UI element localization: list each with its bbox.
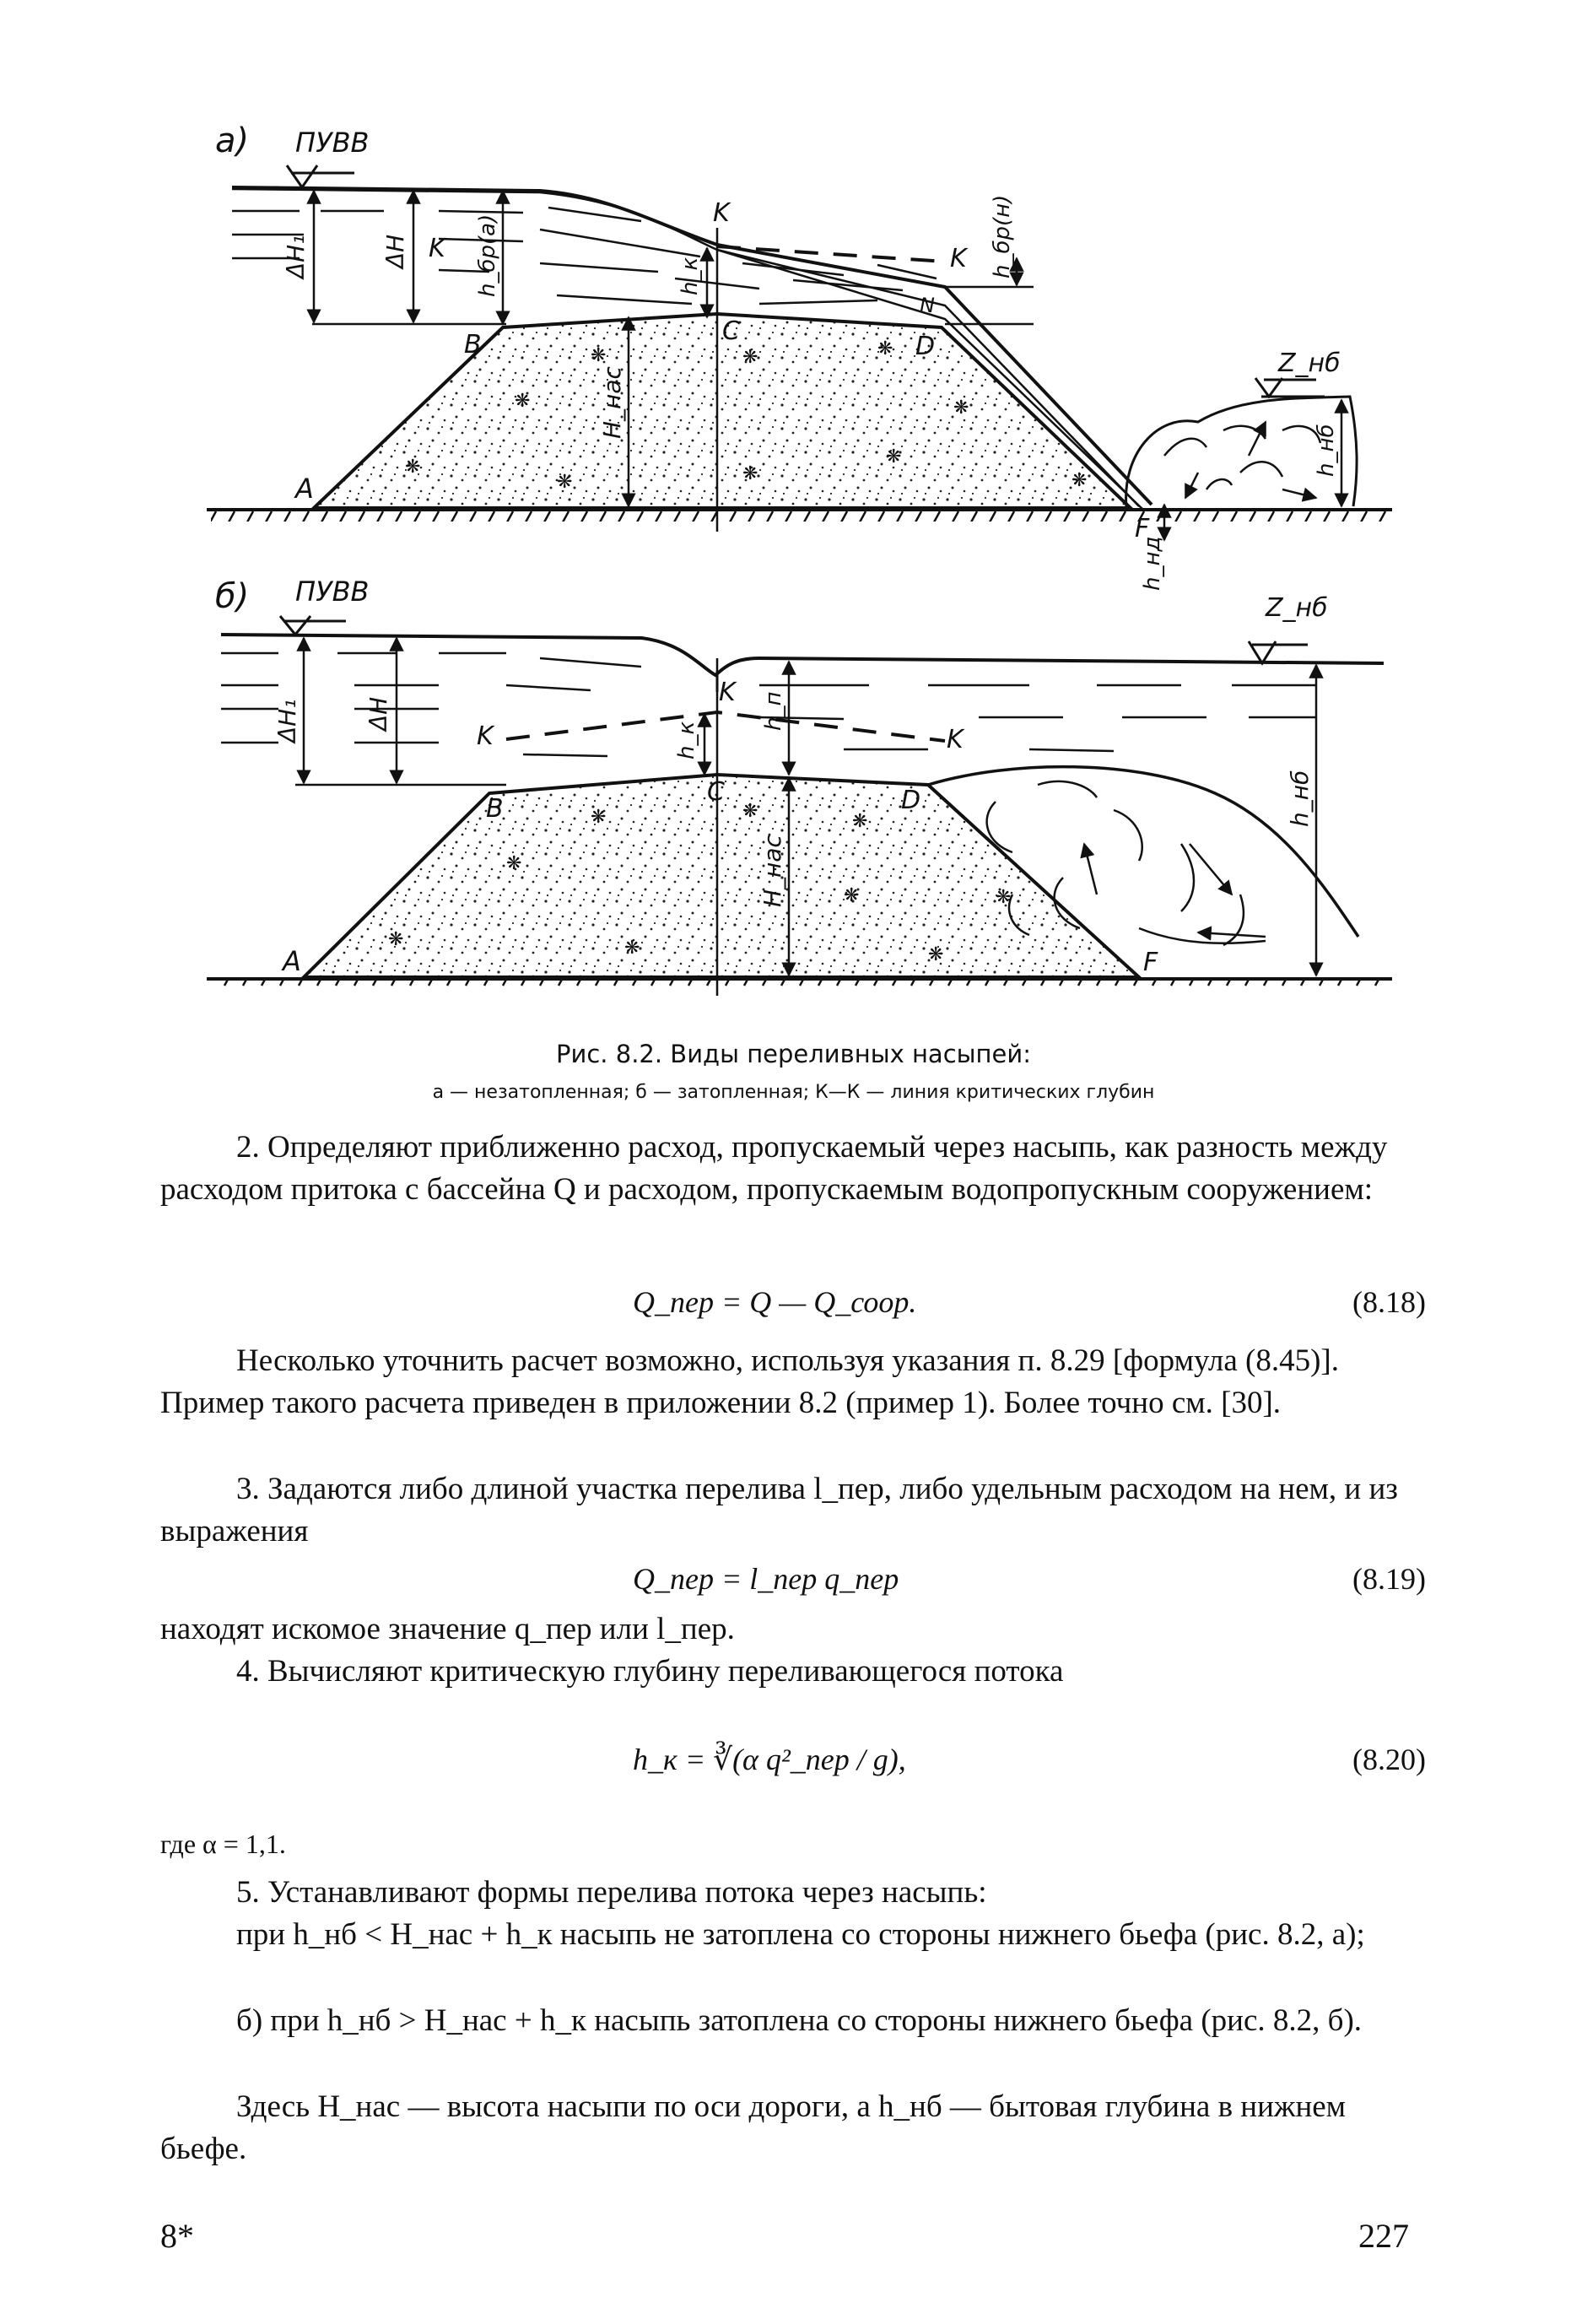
hnas-label-b: H_нас (758, 835, 786, 907)
point-a-label-a: A (295, 473, 314, 505)
hp-label-b: h_п (761, 691, 786, 731)
znb-label-b: Z_нб (1266, 593, 1328, 623)
paragraph-step-3-result: находят искомое значение q_пер или l_пер. (160, 1612, 735, 1646)
k-right-label-a: K (950, 244, 967, 273)
paragraph-step-4: 4. Вычисляют критическую глубину переливающегося потока (236, 1654, 1064, 1689)
svg-text:❋: ❋ (996, 886, 1012, 907)
dh-label-a: ΔH (381, 234, 409, 268)
point-f-label-b: F (1143, 948, 1158, 977)
svg-text:❋: ❋ (388, 928, 404, 949)
znb-label-a: Z_нб (1278, 349, 1341, 378)
equation-8-19-expression: Q_пер = l_пер q_пер (633, 1562, 899, 1596)
equation-8-20-number: (8.20) (1352, 1743, 1426, 1776)
k-top-label-a: K (713, 198, 730, 228)
dh1-label-a: ΔH₁ (282, 235, 310, 278)
svg-text:❋: ❋ (844, 884, 860, 905)
paragraph-refinement: Несколько уточнить расчет возможно, используя указания п. 8.29 [формула (8.45)]. Пример такого расчета приведен в приложении 8.2 (пример 1). Более точно см. [30]. (160, 1343, 1339, 1420)
paragraph-step-2: 2. Определяют приближенно расход, пропускаемый через насыпь, как разность между расходом притока с бассейна Q и расходом, пропускаемым водопропускным сооружением: (160, 1130, 1388, 1207)
equation-8-18-number: (8.18) (1352, 1285, 1426, 1319)
hbr-n-label: h_бр(н) (990, 194, 1015, 278)
hbr-a-label: h_бр(а) (475, 213, 500, 297)
figure-caption-legend: а — незатопленная; б — затопленная; К—К — линия критических глубин (432, 1082, 1155, 1103)
paragraph-definitions: Здесь H_нас — высота насыпи по оси дороги, а h_нб — бытовая глубина в нижнем бьефе. (160, 2089, 1347, 2166)
svg-text:❋: ❋ (1071, 469, 1088, 490)
panel-b-diagram (207, 616, 1392, 996)
equation-8-18-expression: Q_пер = Q — Q_соор. (633, 1285, 917, 1319)
point-c-label-a: C (722, 316, 740, 346)
svg-text:❋: ❋ (742, 800, 758, 821)
hk-label-b: h_к (674, 721, 699, 759)
k-left-label-b: K (477, 722, 494, 751)
panel-a-letter: а) (215, 122, 250, 160)
point-n-label-a: N (920, 294, 935, 317)
hk-label-a: h_к (677, 257, 703, 295)
hnas-label-a: H_нас (598, 366, 626, 439)
figure-8-2 (0, 0, 1587, 1038)
svg-text:❋: ❋ (742, 462, 758, 484)
dh-label-b: ΔH (364, 696, 392, 731)
point-b-label-a: B (464, 330, 482, 359)
paragraph-step-5: 5. Устанавливают формы перелива потока через насыпь: (236, 1875, 987, 1910)
k-right-label-b: K (947, 725, 964, 754)
svg-text:❋: ❋ (506, 852, 522, 873)
dh1-label-b: ΔH₁ (273, 699, 301, 743)
svg-text:❋: ❋ (886, 446, 902, 467)
point-c-label-b: C (707, 777, 725, 807)
page-number: 227 (1358, 2217, 1409, 2255)
point-d-label-a: D (915, 332, 936, 361)
svg-text:❋: ❋ (515, 390, 531, 411)
paragraph-alpha-value: где α = 1,1. (160, 1829, 286, 1859)
puvv-label-a: ПУВВ (295, 127, 370, 159)
paragraph-step-3: 3. Задаются либо длиной участка перелива l_пер, либо удельным расходом на нем, и из выражения (160, 1472, 1398, 1548)
hnd-label-a: h_нд (1140, 536, 1165, 591)
svg-text:❋: ❋ (624, 937, 640, 958)
point-b-label-b: B (486, 794, 504, 824)
panel-b-letter: б) (215, 577, 250, 616)
paragraph-case-a: при h_нб < H_нас + h_к насыпь не затоплена со стороны нижнего бьефа (рис. 8.2, а); (236, 1917, 1365, 1952)
svg-text:❋: ❋ (742, 346, 758, 367)
hnb-label-b: h_нб (1286, 770, 1314, 827)
point-a-label-b: A (283, 945, 301, 977)
svg-text:❋: ❋ (591, 806, 607, 827)
point-d-label-b: D (901, 786, 921, 815)
svg-text:❋: ❋ (852, 810, 868, 831)
svg-text:❋: ❋ (591, 344, 607, 365)
svg-text:❋: ❋ (877, 338, 893, 359)
point-f-label-a: F (1135, 514, 1150, 543)
svg-text:❋: ❋ (953, 397, 969, 418)
svg-text:❋: ❋ (557, 471, 573, 492)
equation-8-20-expression: h_к = ∛(α q²_пер / g), (633, 1743, 906, 1776)
svg-text:❋: ❋ (405, 456, 421, 477)
panel-a-diagram (207, 165, 1392, 540)
figure-caption-title: Рис. 8.2. Виды переливных насыпей: (556, 1040, 1031, 1068)
hnb-label-a: h_нб (1314, 424, 1339, 477)
svg-text:❋: ❋ (928, 943, 944, 965)
puvv-label-b: ПУВВ (295, 576, 370, 608)
k-top-label-b: K (719, 678, 736, 707)
k-left-label-a: K (429, 234, 445, 263)
equation-8-19-number: (8.19) (1352, 1562, 1426, 1596)
paragraph-case-b: б) при h_нб > H_нас + h_к насыпь затоплена со стороны нижнего бьефа (рис. 8.2, б). (236, 2003, 1363, 2038)
signature-mark: 8* (160, 2217, 194, 2255)
